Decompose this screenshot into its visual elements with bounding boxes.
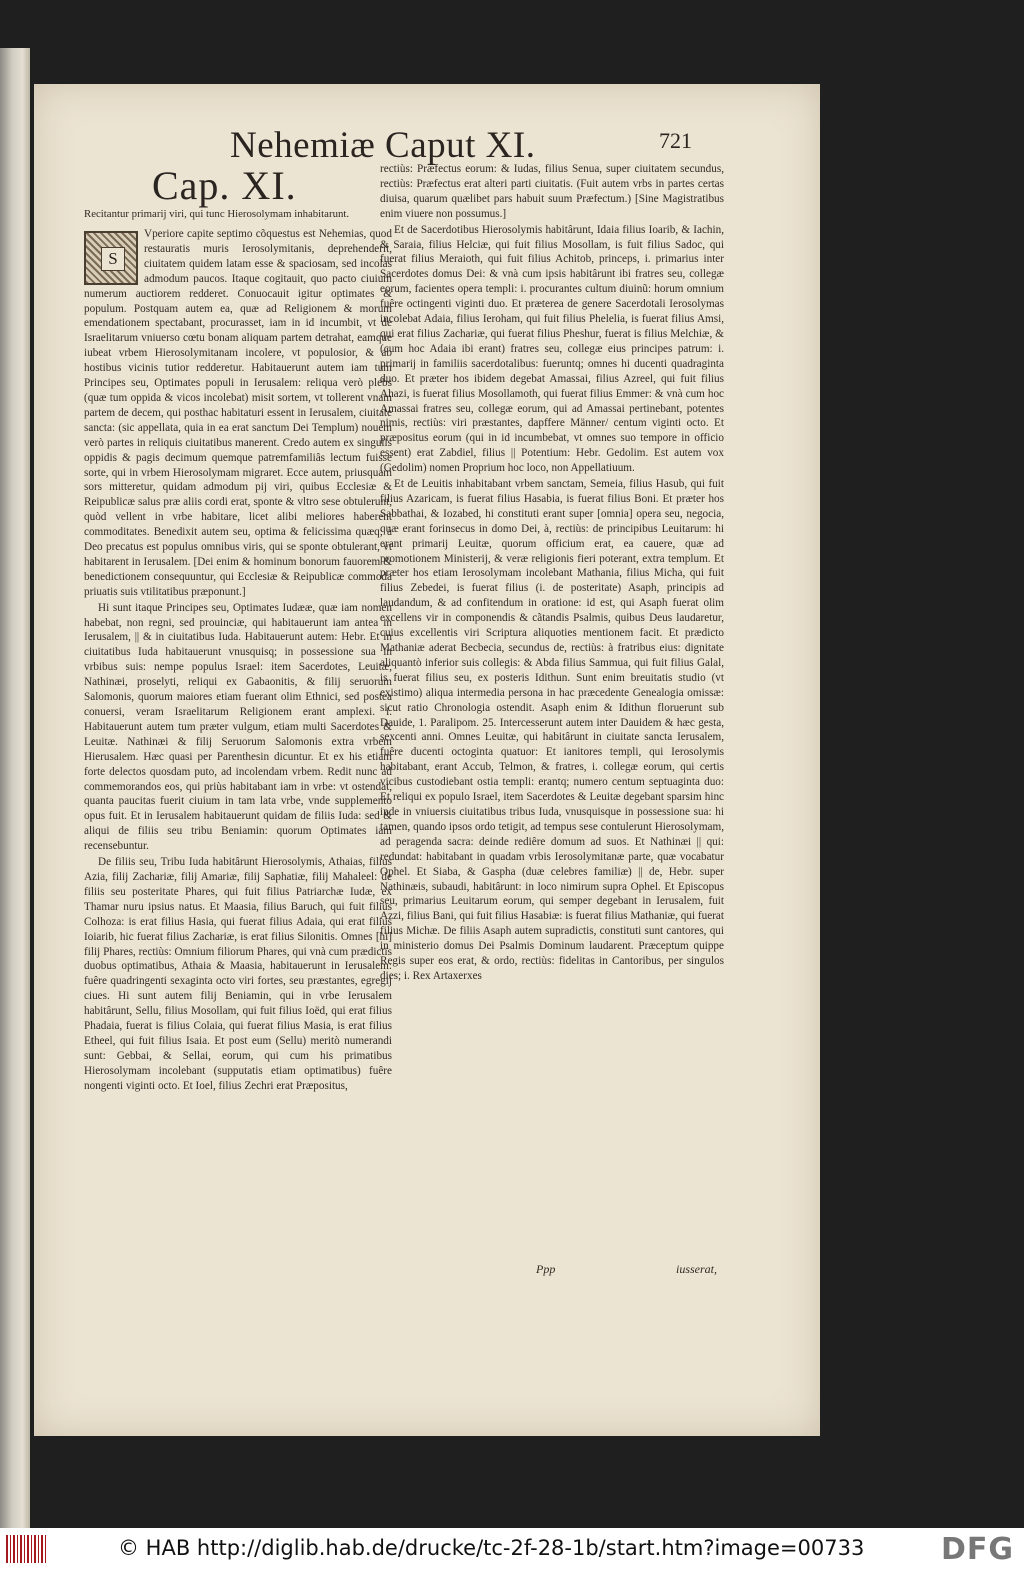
left-column [84,208,392,1308]
page-number: 721 [659,128,692,153]
paragraph: Et de Sacerdotibus Hierosolymis habitârunt, Idaia filius Ioarib, & Iachin, & Saraia, filius Helciæ, qui fuit filius Mosollam, is fuit filius Sadoc, qui fuerat filius Meraioth, qui fuit filius Achitob, princeps, i. primarius inter Sacerdotes domus Dei: & vnà cum ipsis habitârunt ibi fratres seu, collegæ eorum, facientes opera templi: i. procurantes cultum diuinũ: horum omnium fuêre octingenti viginti duo. Et præterea de genere Sacerdotali Ierosolymas incolebat Adaia, filius Ieroham, qui fuit filius Phelelia, is fuerat filius Amsi, qui erat filius Zachariæ, qui fuerat filius Pheshur, fuerat is filius Melchiæ, & (cum hoc Adaia ibi erant) fratres seu, collegæ eius principes patrum: i. primarij in familiis sacerdotalibus: fueruntq; omnes hi ducenti quadraginta duo. Et præter hos ibidem degebat Amassai, filius Azreel, qui fuit filius Ahazi, is fuerat filius Mosollamoth, qui fuerat filius Emmer: & vnà cum hoc Amassai fratres seu, collegæ eorum, qui ad Amassai pertinebant, potentes nimis, rectiùs: viri præstantes, dapffere Männer/ centum viginti octo. Et præpositus eorum (qui in id incumbebat, vt omnes suo tempore in officio essent) erat Zabdiel, filius || Potentium: Hebr. Gedolim. Est autem vox (Gedolim) nomen Proprium hoc loco, non Appellatiuum. [380,223,724,475]
paragraph: Vperiore capite septimo cõquestus est Nehemias, quod restauratis muris Ierosolymitanis, deprehenderit, ciuitatem quidem latam esse & spaciosam, sed incolas admodum paucos. Itaque cogitauit, quo pacto ciuium numerum auctiorem redderet. Conuocauit igitur optimates & populum. Postquam autem ea, quæ ad Religionem & morum emendationem spectabant, procurasset, iam in id incumbit, vt de Israelitarum vniuerso cœtu bonam aliquam partem detrahat, eamque iubeat vrbem Hierosolymitanam incolere, vt populosior, & ab hostibus vicinis tutior redderetur. Habitauerunt autem iam tum Principes seu, Optimates populi in Ierusalem: reliqua verò plebs (quæ tum oppida & vicos incolebat) misit sortem, vt tollerent vnam partem de decem, qui posthac habitaturi essent in Ierusalem, ciuitate sancta: (sic appellata, quia in ea erat sanctum Dei Templum) nouem verò partes in reliquis ciuitatibus manerent. Credo autem ex singulis oppidis & pagis decimum quemque patremfamiliâs lectum fuisse sorte, qui in vrbem Hierosolymam migraret. Ecce autem, priusquam sors mitteretur, quidam admodum pij viri, quibus Ecclesiæ & Reipublicæ salus præ aliis cordi erat, sponte & vltro sese obtulerunt, quòd vellent in vrbe habitare, licet alibi meliores haberent commoditates. Benedixit autem seu, optima & felicissima quæq; à Deo precatus est populus omnibus viris, qui se sponte obtulerant, vt habitarent in Ierusalem. [Dei enim & hominum bonorum fauorem & benedictionem consequuntur, qui Ecclesiæ & Reipublicæ commoda priuatis suis vtilitatibus præponunt.] [84,228,392,598]
chapter-summary: Recitantur primarij viri, qui tunc Hierosolymam inhabitarunt. [84,208,350,220]
initial-letter: S [101,247,125,271]
viewer-footer [0,1528,1024,1570]
paragraph: De filiis seu, Tribu Iuda habitârunt Hierosolymis, Athaias, filius Azia, filij Zachariæ, filij Amariæ, filij Saphatiæ, filij Mahaleel: de filiis seu posteritate Phares, qui fuit filius Patriarchæ Iudæ, ex Thamar nuru ipsius natus. Et Maasia, filius Baruch, qui fuit filius Colhoza: is erat filius Hasia, qui fuerat filius Adaia, qui erat filius Ioiarib, hic fuerat filius Zachariæ, is erat filius Silonitis. Omnes [hi] filij Phares, rectiùs: Omnium filiorum Phares, qui vnà cum prædictis duobus optimatibus, Athaia & Maasia, habitauerunt in Ierusalem: fuêre quadringenti sexaginta octo viri fortes, seu præstantes, egregij ciues. Hi sunt autem filij Beniamin, qui in vrbe Ierusalem habitârunt, Sellu, filius Mosollam, qui fuit filius Ioëd, qui erat filius Phadaia, fuerat is filius Colaia, qui fuerat filius Masia, is erat filius Etheel, qui fuit filius Isaia. Et post eum (Sellu) meritò numerandi sunt: Gebbai, & Sellai, eorum, qui cum his primatibus Hierosolymam incolebant (supputatis etiam optimatibus) fuêre nongenti viginti octo. Et Ioel, filius Zechri erat Præpositus, [84,856,392,1092]
source-link[interactable]: © HAB http://diglib.hab.de/drucke/tc-2f-28-1b/start.htm?image=00733 [118,1536,865,1560]
book-page [34,84,820,1436]
paragraph: Et de Leuitis inhabitabant vrbem sanctam, Semeia, filius Hasub, qui fuit filius Azaricam, is fuerat filius Hasabia, is fuerat filius Boni. Et præter hos Sabbathai, & Iozabed, hi constituti erant super [omnia] opera seu, negocia, quæ erant forinsecus in domo Dei, à, rectiùs: de principibus Leuitarum: hi erant primarij Leuitæ, quorum officium erat, ea cauere, quæ ad promotionem Ministerij, & veræ religionis fieri poterant, extra templum. Et præter hos etiam Ierosolymam incolebant Mathania, filius Micha, qui fuit filius Zebedei, is fuerat filius (i. de posteritate) Asaph, principis ad laudandum, & ad confitendum in oratione: id est, qui Asaph fuerat olim excellens vir in componendis & cãtandis Psalmis, quibus Deus laudaretur, cuius excellentis viri Scriptura aliquoties mentionem facit. Et prædicto Mathaniæ aderat Becbecia, secundus de, rectiùs: à fratribus eius: dignitate aliquantò inferior suis collegis: & Abda filius Sammua, qui fuit filius Galal, is fuerat filius seu, ex posteris Idithun. Sunt enim breuitatis studio (vt existimo) aliqua intermedia persona in hac præcedente Genealogia omissæ: sicut ratio Chronologia ostendit. Asaph enim & Idithun floruerunt sub Dauide, 1. Paralipom. 25. Intercesserunt autem inter Dauidem & hæc gesta, sexcenti anni. Omnes Leuitæ, qui habitârunt in ciuitate sancta Ierusalem, fuêre ducenti octoginta quatuor: Et ianitores templi, qui Ierosolymis habitabant, erant Accub, Telmon, & fratres, i. collegæ eorum, qui certis vicibus custodiebant ostia templi: erantq; numero centum septuaginta duo: Et reliqui ex populo Israel, item Sacerdotes & Leuitæ degebant sparsim hinc inde in vniuersis ciuitatibus tribus Iuda, vnusquisque in possessione sua: hi tamen, quando ipsos ordo tetigit, ad tempus sese contulerunt Hierosolymam, ad peragenda sacra: deinde rediêre domum ad suos. Et Nathinæi || qui: redundat: habitabant in quadam vrbis Ierosolymitanæ parte, quæ vocabatur Ophel. Et Siaba, & Gaspha (duæ celebres familiæ) || de, Hebr. super Nathinæis, subaudi, habitârunt: in loco nimirum supra Ophel. Et Episcopus seu, primarius Leuitarum eorum, qui semper degebant in Ierusalem, fuit Azzi, filius Bani, qui fuit filius Hasabiæ: is fuerat filius Mathaniæ, qui fuerat filius Michæ. De filiis Asaph autem supradictis, constituti sunt cantores, qui in ministerio domus Dei Psalmis Dominum laudarent. Præceptum quippe Regis super eos erat, & ordo, rectiùs: fidelitas in Cantoribus, per singulos dies; i. Rex Artaxerxes [380,478,724,982]
dfg-logo: DFG [940,1532,1014,1567]
hab-logo-icon [6,1535,46,1563]
book-edge [0,48,30,1528]
catchword: iusserat, [676,1262,718,1276]
chapter-title: Cap. XI. [152,163,297,208]
signature-mark: Ppp [536,1262,556,1276]
decorated-initial [84,231,138,285]
right-column [380,162,724,1312]
running-head: Nehemiæ Caput XI. [230,125,536,166]
paragraph: Hi sunt itaque Principes seu, Optimates Iudææ, quæ iam nomen habebat, non regni, sed prouinciæ, qui habitauerunt iam antea in Ierusalem, || & in ciuitatibus Iuda. Habitauerunt autem: Hebr. Et in ciuitatibus Iuda habitauerunt vnusquisq; in possessione sua in vrbibus suis: nempe populus Israel: item Sacerdotes, Leuitæ, Nathinæi, proselyti, reliqui ex Gabaonitis, & filij seruorum Salomonis, quorum maiores etiam fuerant olim Ethnici, sed postea conuersi, veram Israelitarum Religionem erant amplexi. i. Habitauerunt autem tum præter vulgum, etiam multi Sacerdotes & Leuitæ. Nathinæi & filij Seruorum Salomonis extra vrbem Hierusalem. Hæc quasi per Parenthesin dicuntur. Et ex his etiam forte delectos quosdam puto, ad incolendam vrbem. Redit nunc ad commemorandos eos, qui priùs habitabant iam in vrbe: vt ostendat, quanta paucitas fuerit ciuium in tam lata vrbe, vnde supplemento opus fuit. Et in Ierusalem habitauerunt quidam de filiis Iuda: sed & aliqui de filiis seu tribu Beniamin: quorum Optimates iam recensebuntur. [84,601,392,853]
paragraph: rectiùs: Præfectus eorum: & Iudas, filius Senua, super ciuitatem secundus, rectiùs: Præfectus erat alteri parti ciuitatis. (Fuit autem vrbs in partes certas diuisa, quarum quælibet pars habuit suum Præfectum.) [Sine Magistratibus enim viuere non possumus.] [380,163,724,220]
